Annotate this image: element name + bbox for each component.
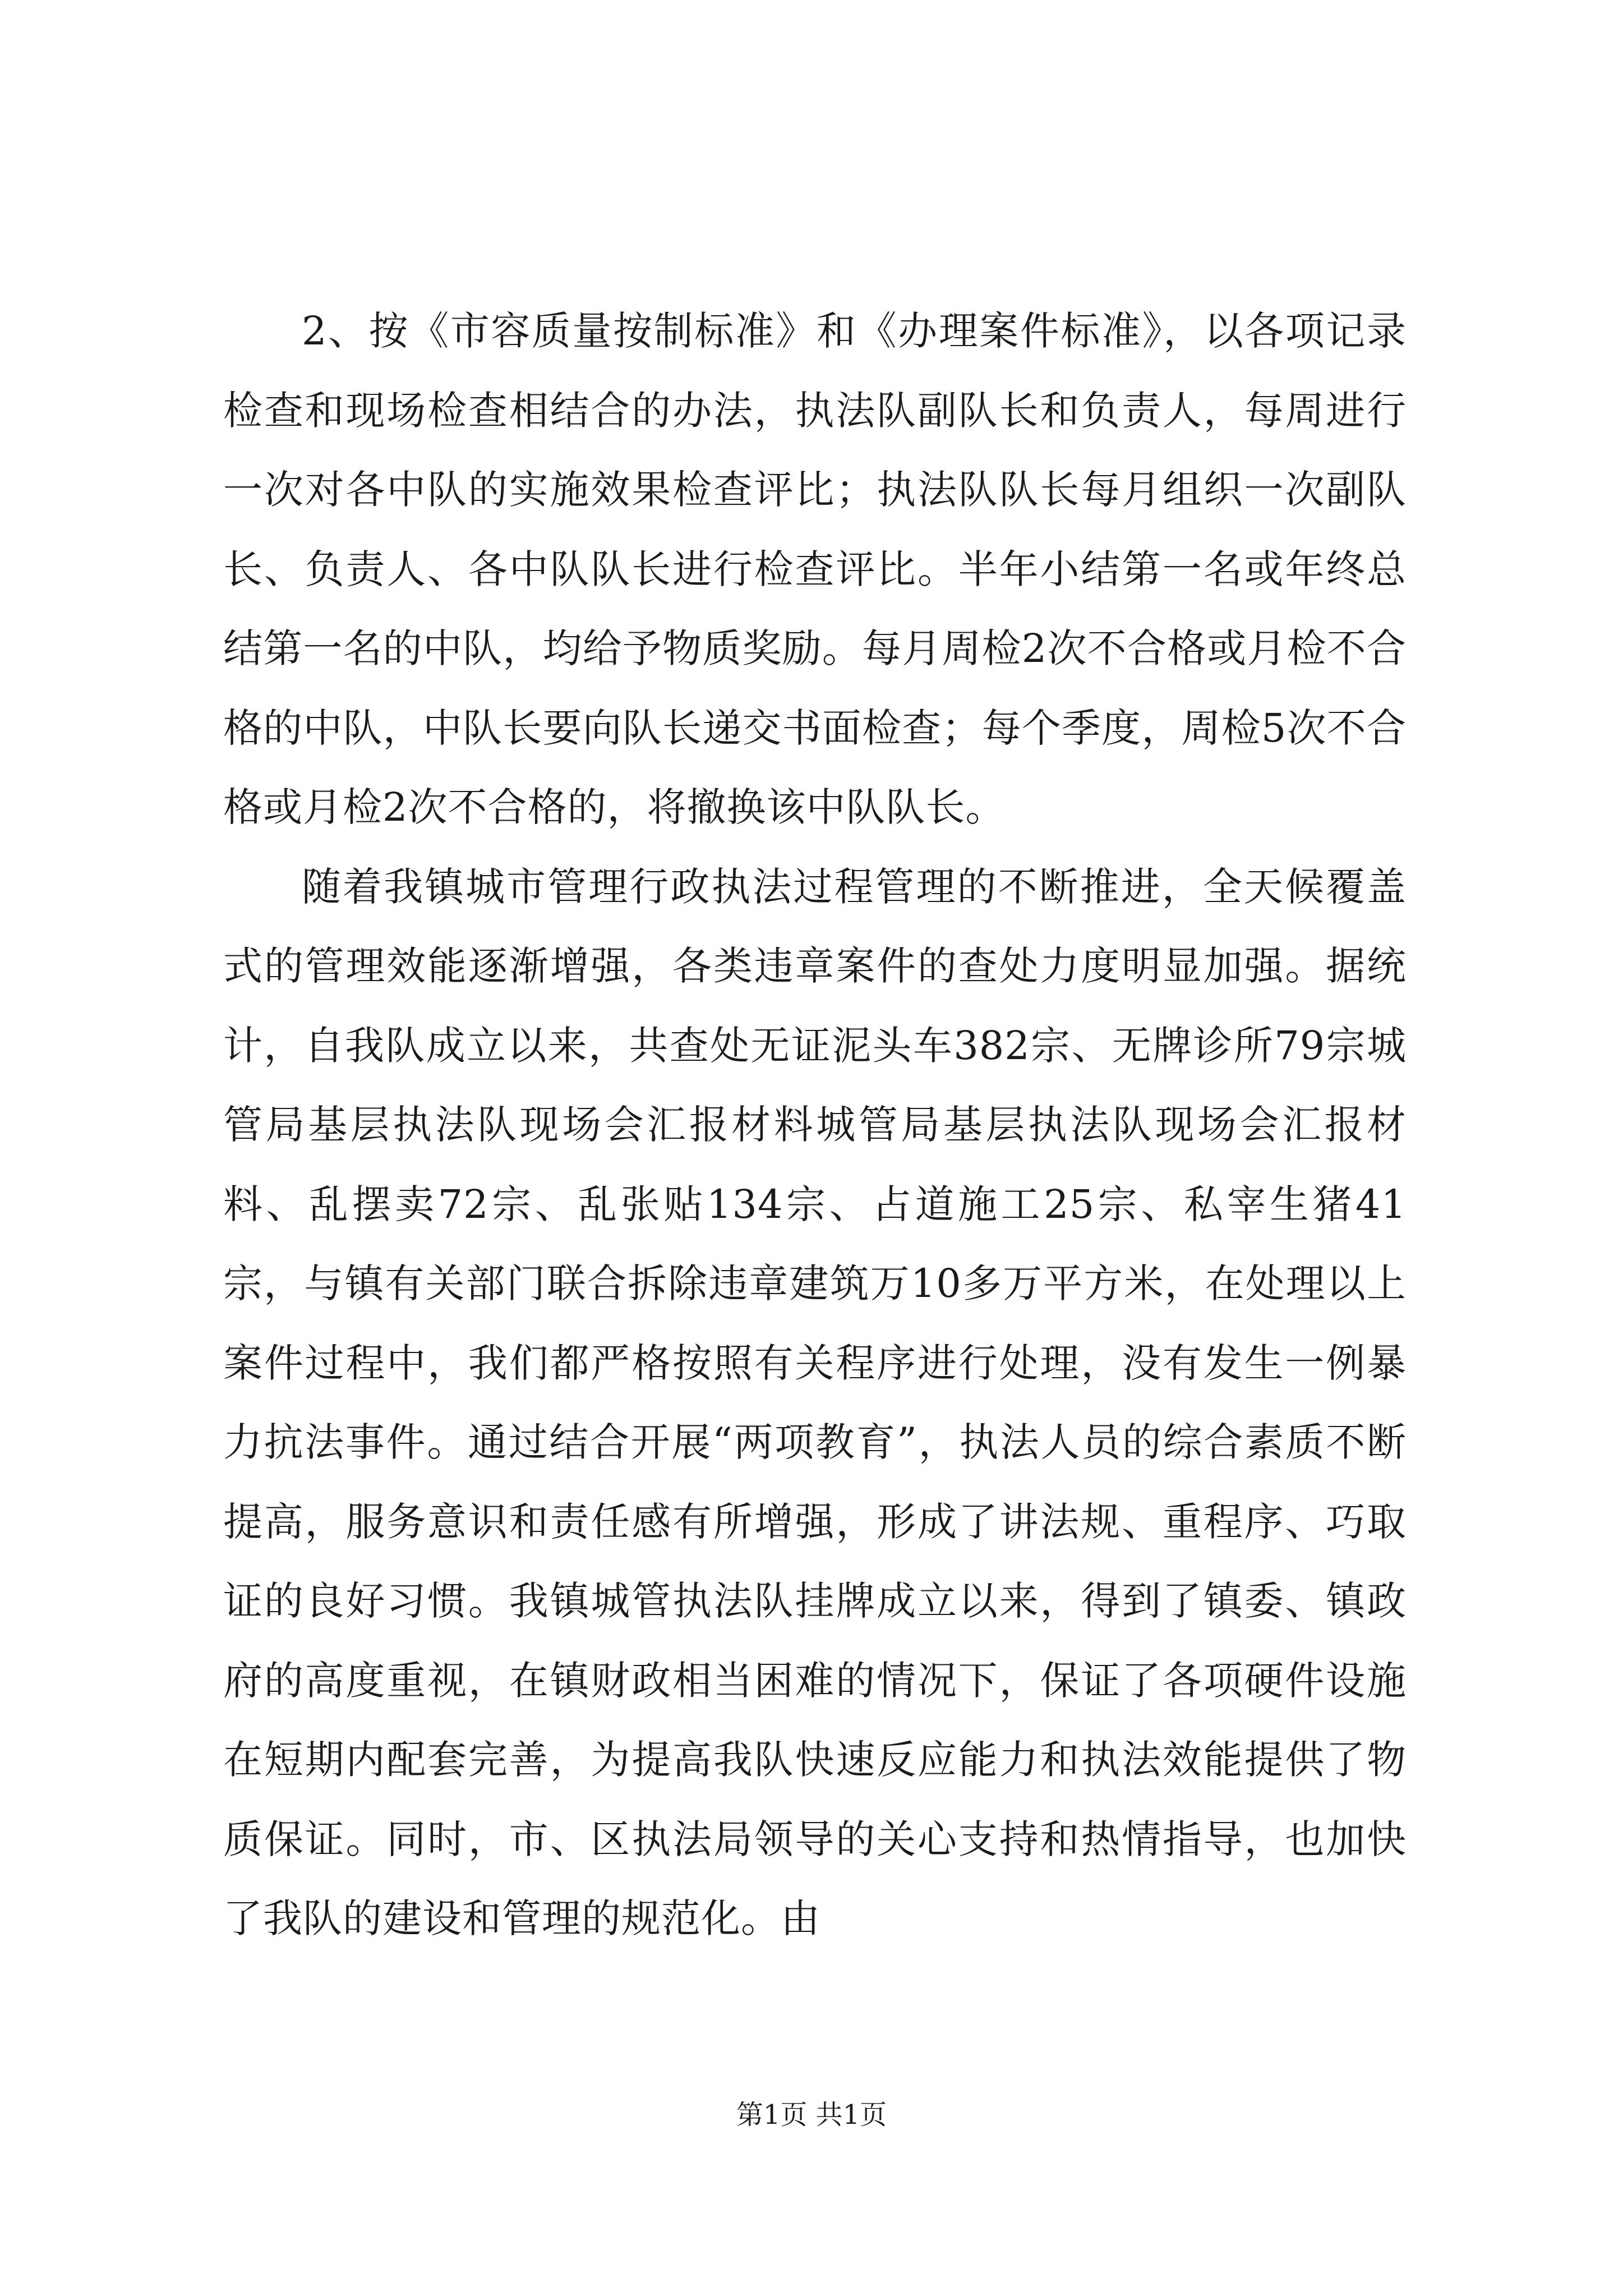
page-number-footer: 第1页 共1页 (736, 2099, 887, 2131)
paragraph-1: 2、按《市容质量按制标准》和《办理案件标准》，以各项记录检查和现场检查相结合的办法，执法队副队长和负责人，每周进行一次对各中队的实施效果检查评比；执法队队长每月组织一次副队长、负责人、各中队队长进行检查评比。半年小结第一名或年终总结第一名的中队，均给予物质奖励。每月周检2次不合格或月检不合格的中队，中队长要向队长递交书面检查；每个季度，周检5次不合格或月检2次不合格的，将撤换该中队队长。 (223, 308, 1407, 830)
document-body (223, 292, 1407, 1959)
paragraph-2: 随着我镇城市管理行政执法过程管理的不断推进，全天候覆盖式的管理效能逐渐增强，各类违章案件的查处力度明显加强。据统计，自我队成立以来，共查处无证泥头车382宗、无牌诊所79宗城管局基层执法队现场会汇报材料城管局基层执法队现场会汇报材料、乱摆卖72宗、乱张贴134宗、占道施工25宗、私宰生猪41宗，与镇有关部门联合拆除违章建筑万10多万平方米，在处理以上案件过程中，我们都严格按照有关程序进行处理，没有发生一例暴力抗法事件。通过结合开展“两项教育”，执法人员的综合素质不断提高，服务意识和责任感有所增强，形成了讲法规、重程序、巧取证的良好习惯。我镇城管执法队挂牌成立以来，得到了镇委、镇政府的高度重视，在镇财政相当困难的情况下，保证了各项硬件设施在短期内配套完善，为提高我队快速反应能力和执法效能提供了物质保证。同时，市、区执法局领导的关心支持和热情指导，也加快了我队的建设和管理的规范化。由 (223, 863, 1407, 1941)
